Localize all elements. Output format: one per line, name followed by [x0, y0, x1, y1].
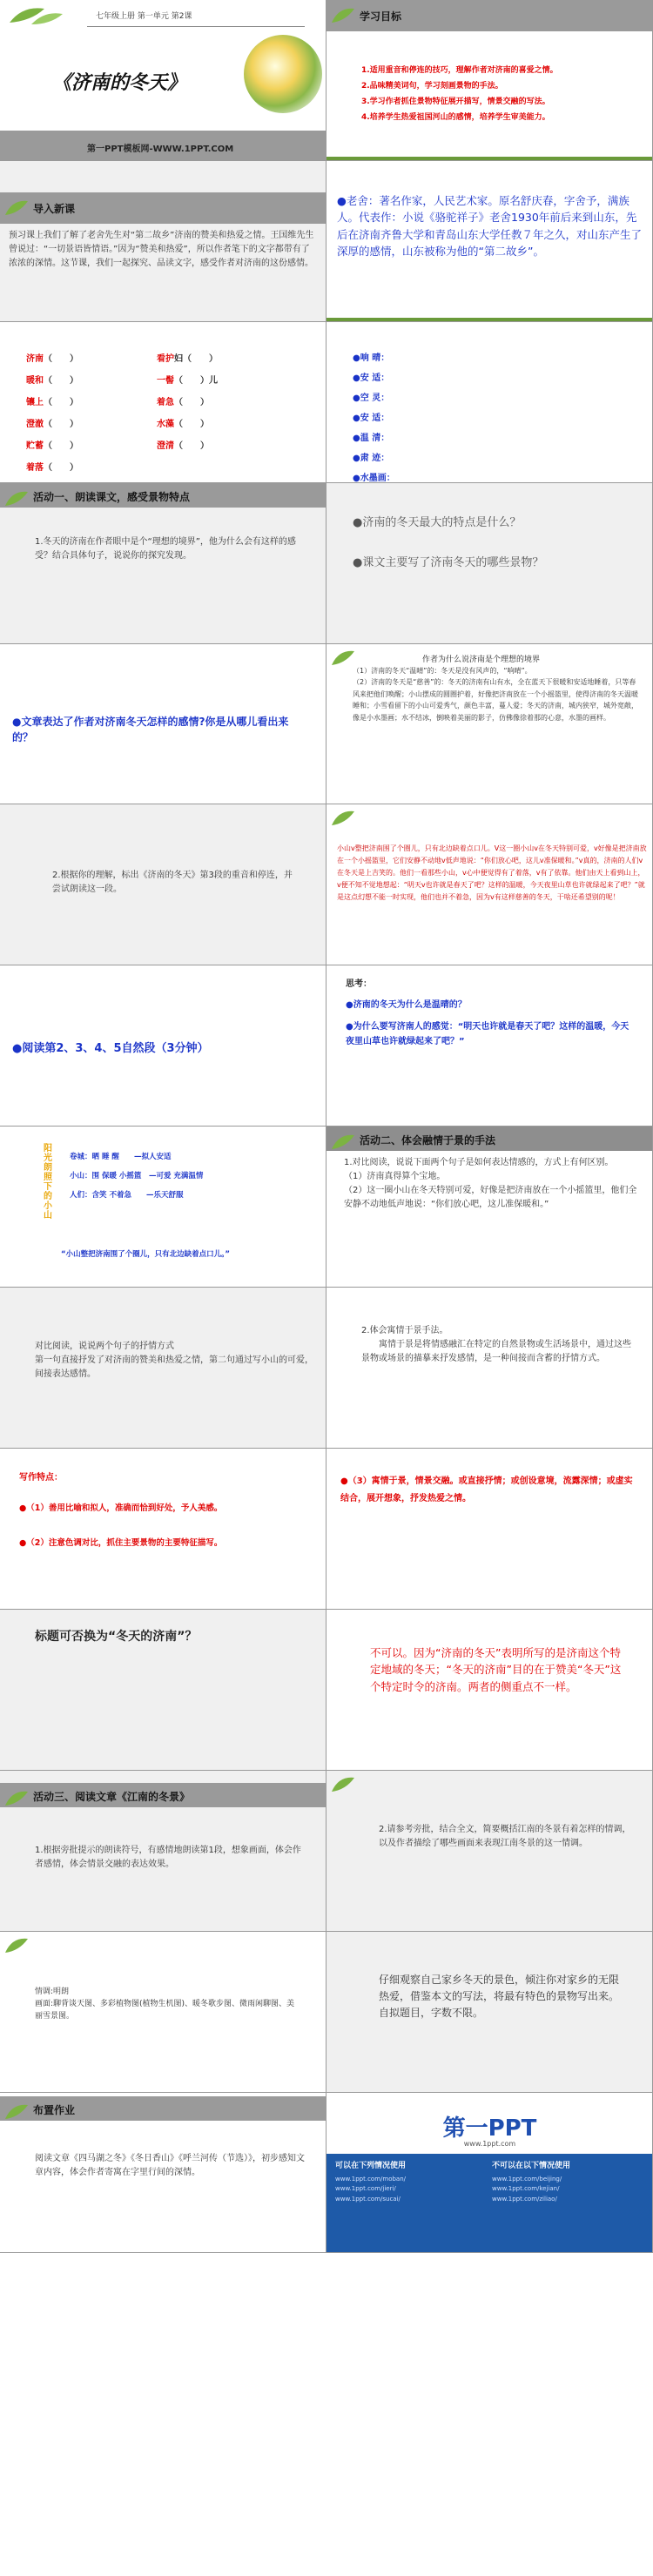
jiangnan-text: 2.请参考旁批，结合全文，简要概括江南的冬景有着怎样的情调，以及作者描绘了哪些画面来表现江南冬景的这一情调。 [379, 1824, 631, 1848]
activity2-text: 1.对比阅读，说说下面两个句子是如何表达情感的，方式上有何区别。 [344, 1158, 614, 1168]
blank: （ ） [174, 441, 209, 451]
slide-imagery [0, 1127, 326, 1288]
goal-item: 4.培养学生热爱祖国河山的感情，培养学生审美能力。 [361, 113, 550, 122]
flower-image [244, 35, 322, 113]
activity3-heading: 活动三、阅读文章《江南的冬景》 [33, 1790, 191, 1803]
leaf-icon [330, 808, 365, 829]
activity2-heading: 活动二、体会融情于景的手法 [360, 1134, 496, 1147]
leaf-icon [330, 1132, 356, 1153]
intro-heading: 导入新课 [33, 202, 76, 215]
word: 着急 [157, 397, 174, 407]
link[interactable]: www.1ppt.com/moban/ [335, 2175, 407, 2183]
leaf-icon [3, 2102, 30, 2122]
slide-jiangnan [326, 1771, 653, 1932]
blank: 妇（ ） [174, 353, 218, 364]
slide-compare [0, 1288, 326, 1449]
slide-read [0, 965, 326, 1127]
mood-scenes: 画面:聊背谈天图、多彩植物图(植物生机图)、暖冬歌步图、微雨闲聊图、美丽雪景图。 [35, 2000, 295, 2021]
vocab-item: ●响 晴： [353, 353, 390, 363]
goal-item: 3.学习作者抓住景物特征展开描写，情景交融的写法。 [361, 98, 550, 106]
question-2: ●课文主要写了济南冬天的哪些景物？ [353, 555, 544, 569]
feature-1: ●（1）善用比喻和拟人，准确而恰到好处，予人美感。 [19, 1503, 223, 1514]
sentence-1: （1）济南真得算个宝地。 [344, 1172, 446, 1182]
blank: （ ）儿 [174, 375, 218, 386]
leaf-icon [330, 1774, 365, 1795]
slide-cover [0, 0, 326, 161]
technique-title: 2.体会寓情于景手法。 [361, 1326, 448, 1336]
vocab-item: ●空 灵： [353, 393, 390, 403]
blank: （ ） [44, 397, 78, 407]
side-label: 阳光朗照下的小山 [44, 1144, 52, 1221]
activity3-text: 1.根据旁批提示的朗读符号，有感情地朗读第1段，想象画面，体会作者感情，体会情景交融的表达效果。 [35, 1845, 301, 1869]
author-text: ●老舍：著名作家，人民艺术家。原名舒庆春，字舍予，满族人。代表作：小说《骆驼祥子》老舍1930年前后来到山东，先后在济南齐鲁大学和青岛山东大学任教７年之久，对山东产生了深厚的感情，山东被称为他的“第二故乡”。 [337, 193, 643, 259]
think-label: 思考： [346, 979, 372, 990]
row-effect: —乐天舒服 [145, 1191, 184, 1201]
compare-text: 对比阅读，说说两个句子的抒情方式 第一句直接抒发了对济南的赞美和热爱之情，第二句通过写小山的可爱，间接表达感情。 [35, 1342, 313, 1380]
leaf-icon [3, 1935, 38, 1956]
blank: （ ） [44, 419, 78, 429]
feature-3: ●（3）寓情于景，情景交融。或直接抒情；或创设意境，流露深情；或虚实结合，展开想象，抒发热爱之情。 [340, 1476, 633, 1504]
intro-text: 预习课上我们了解了老舍先生对“第二故乡”济南的赞美和热爱之情。王国维先生曾说过：“一切景语皆情语。”因为“赞美和热爱”，所以作者笔下的文字都带有了浓浓的深情。这节课，我们一起探究、品读文字，感受作者对济南的这份感情。 [9, 230, 314, 268]
slide-activity2 [326, 1127, 653, 1288]
word: 济南 [26, 353, 44, 364]
slide-activity1 [0, 483, 326, 644]
slide-think [326, 965, 653, 1127]
slide-technique [326, 1288, 653, 1449]
logo: 第一PPT [442, 2115, 537, 2142]
word: 着落 [26, 462, 44, 473]
blank: （ ） [44, 462, 78, 473]
reason-1: （1）济南的冬天“温晴”的：冬天是没有风声的，“响晴”。 [353, 666, 532, 675]
vocab-item: ●温 清： [353, 433, 390, 443]
slide-vocab [326, 322, 653, 483]
word: 水藻 [157, 419, 174, 429]
link[interactable]: www.1ppt.com/beijing/ [492, 2175, 562, 2183]
writing-task: 仔细观察自己家乡冬天的景色，倾注你对家乡的无限热爱，借鉴本文的写法，将最有特色的景物写出来。自拟题目，字数不限。 [379, 1973, 620, 2020]
cover-title: 《济南的冬天》 [52, 72, 187, 94]
goal-item: 2.品味精美词句，学习刻画景物的手法。 [361, 82, 503, 91]
leaf-icon [3, 1788, 30, 1809]
goals-heading: 学习目标 [360, 10, 402, 23]
slide-mood [0, 1932, 326, 2093]
technique-text: 寓情于景是将情感融汇在特定的自然景物或生活场景中，通过这些景物或场景的描摹来抒发感情，是一种间接而含蓄的抒情方式。 [361, 1340, 631, 1364]
task-text: 2.根据你的理解，标出《济南的冬天》第3段的重音和停连，并尝试朗读这一段。 [52, 871, 293, 895]
slide-feeling [0, 644, 326, 805]
slide-features [0, 1449, 326, 1610]
slide-logo [326, 2093, 653, 2254]
blank: （ ） [174, 397, 209, 407]
slide-author [326, 161, 653, 322]
question-1: ●济南的冬天最大的特点是什么？ [353, 515, 522, 529]
feeling-question: ●文章表达了作者对济南冬天怎样的感情?你是从哪儿看出来的？ [12, 715, 289, 743]
word: 暖和 [26, 375, 44, 386]
slide-intro [0, 161, 326, 322]
reason-2: （2）济南的冬天是“慈善”的：冬天的济南有山有水，全在蓝天下很暖和安适地睡着，只等春风来把他们唤醒；小山摆成的圆圈护着，好像把济南放在一个小摇篮里，使得济南的冬天温暖睡和；小雪看留下的小山可爱秀气，颜色丰富，蔓人爱；冬天的济南，城内狭窄，城外宽敞，像是小水墨画；水不结冰，倒映着美丽的影子，仿佛像徐着那的心意，水墨的画样。 [353, 678, 638, 722]
slide-feature3 [326, 1449, 653, 1610]
word: 澄清 [157, 441, 174, 451]
slide-pinyin [0, 322, 326, 483]
vocab-item: ●水墨画： [353, 473, 395, 483]
activity1-heading: 活动一、朗读课文，感受景物特点 [33, 490, 191, 503]
leaf-icon [3, 488, 30, 509]
row-effect: —拟人安适 [133, 1153, 172, 1162]
row-subject: 人们：含笑 不着急 [70, 1191, 131, 1201]
vocab-item: ●安 适： [353, 413, 390, 423]
row-subject: 卷城：晒 睡 醒 [70, 1153, 119, 1162]
usage-allowed: 可以在下列情况使用 [335, 2161, 407, 2170]
homework-heading: 布置作业 [33, 2103, 76, 2116]
blank: （ ） [44, 441, 78, 451]
read-instruction: ●阅读第2、3、4、5自然段（3分钟） [12, 1042, 209, 1056]
word: 澄澈 [26, 419, 44, 429]
slide-answer [326, 1610, 653, 1771]
slide-goals [326, 0, 653, 161]
slide-writing [326, 1932, 653, 2093]
cover-header: 七年级上册 第一单元 第2课 [96, 12, 192, 21]
blank: （ ） [44, 375, 78, 386]
mood-label: 情调:明朗 [35, 1987, 70, 1996]
word: 贮蓄 [26, 441, 44, 451]
word: 看护 [157, 353, 174, 364]
title-question: 标题可否换为“冬天的济南”？ [35, 1629, 198, 1644]
leaf-icon [330, 5, 356, 26]
blank: （ ） [174, 419, 209, 429]
slide-task [0, 804, 326, 965]
homework-text: 阅读文章《四马湖之冬》《冬日香山》《呼兰河传（节选）》，初步感知文章内容，体会作者寄寓在字里行间的深情。 [35, 2153, 305, 2177]
slide-reasons [326, 644, 653, 805]
vocab-item: ●安 适： [353, 373, 390, 383]
row-effect: —可爱 充满温情 [148, 1172, 204, 1181]
think-question-1: ●济南的冬天为什么是温晴的？ [346, 1000, 467, 1011]
slide-paragraph [326, 804, 653, 965]
reasons-title: 作者为什么说济南是个理想的境界 [422, 655, 541, 664]
slide-questions [326, 483, 653, 644]
word: 镶上 [26, 397, 44, 407]
link[interactable]: www.1ppt.com/sucai/ [335, 2196, 401, 2203]
activity1-text: 1.冬天的济南在作者眼中是个“理想的境界”，他为什么会有这样的感受？结合具体句子，说说你的探究发现。 [35, 536, 296, 561]
usage-disallowed: 不可以在以下情况使用 [492, 2161, 571, 2170]
leaf-icon [5, 3, 66, 28]
cover-footer: 第一PPT模板网-WWW.1PPT.COM [87, 145, 234, 154]
slide-homework [0, 2093, 326, 2254]
answer-text: 不可以。因为“济南的冬天”表明所写的是济南这个特定地域的冬天；“冬天的济南”目的在于赞美“冬天”这个特定时令的济南。两者的侧重点不一样。 [370, 1645, 622, 1693]
sentence-2: （2）这一圈小山在冬天特别可爱，好像是把济南放在一个小摇篮里，他们全安静不动地低声地说：“你们放心吧，这儿准保暖和。” [344, 1186, 637, 1210]
vocab-item: ●肃 迹： [353, 453, 390, 463]
paragraph-text: 小山v整把济南围了个圈儿，只有北边缺着点口儿。V这一圈小山v在冬天特别可爱，v好像是把济南放在一个小摇篮里，它们安静不动地v低声地说：“你们放心吧，这儿v准保暖和。”v真的，济南的人们v在冬天是上吉笑的。他们一看那些小山，v心中便觉得有了着落，v有了依靠。他们由天上看到山上，v便不知不觉地想起：“明天v也许就是春天了吧？这样的温暖，今天夜里山草也许就绿起来了吧？”就是这点幻想不能一时实现，他们也并不着急，因为v有这样慈善的冬天，干啥还希望别的呢！ [337, 844, 647, 902]
word: 一髻 [157, 375, 174, 386]
feature-2: ●（2）注意色调对比，抓住主要景物的主要特征描写。 [19, 1538, 223, 1549]
slide-activity3 [0, 1771, 326, 1932]
link[interactable]: www.1ppt.com/jieri/ [335, 2185, 396, 2193]
link[interactable]: www.1ppt.com/kejian/ [492, 2185, 560, 2193]
leaf-icon [3, 198, 30, 219]
slide-title-question [0, 1610, 326, 1771]
think-question-2: ●为什么要写济南人的感觉：“明天也许就是春天了吧？这样的温暖，今天夜里山草也许就绿起来了吧？” [346, 1022, 629, 1047]
features-label: 写作特点： [19, 1473, 63, 1483]
logo-url: www.1ppt.com [463, 2139, 516, 2148]
row-subject: 小山：围 保暖 小摇篮 [70, 1172, 142, 1181]
imagery-quote: “小山整把济南围了个圈儿，只有北边缺着点口儿。” [61, 1250, 230, 1260]
link[interactable]: www.1ppt.com/ziliao/ [492, 2196, 557, 2203]
blank: （ ） [44, 353, 78, 364]
goal-item: 1.适用重音和停连的技巧，理解作者对济南的喜爱之情。 [361, 66, 558, 75]
